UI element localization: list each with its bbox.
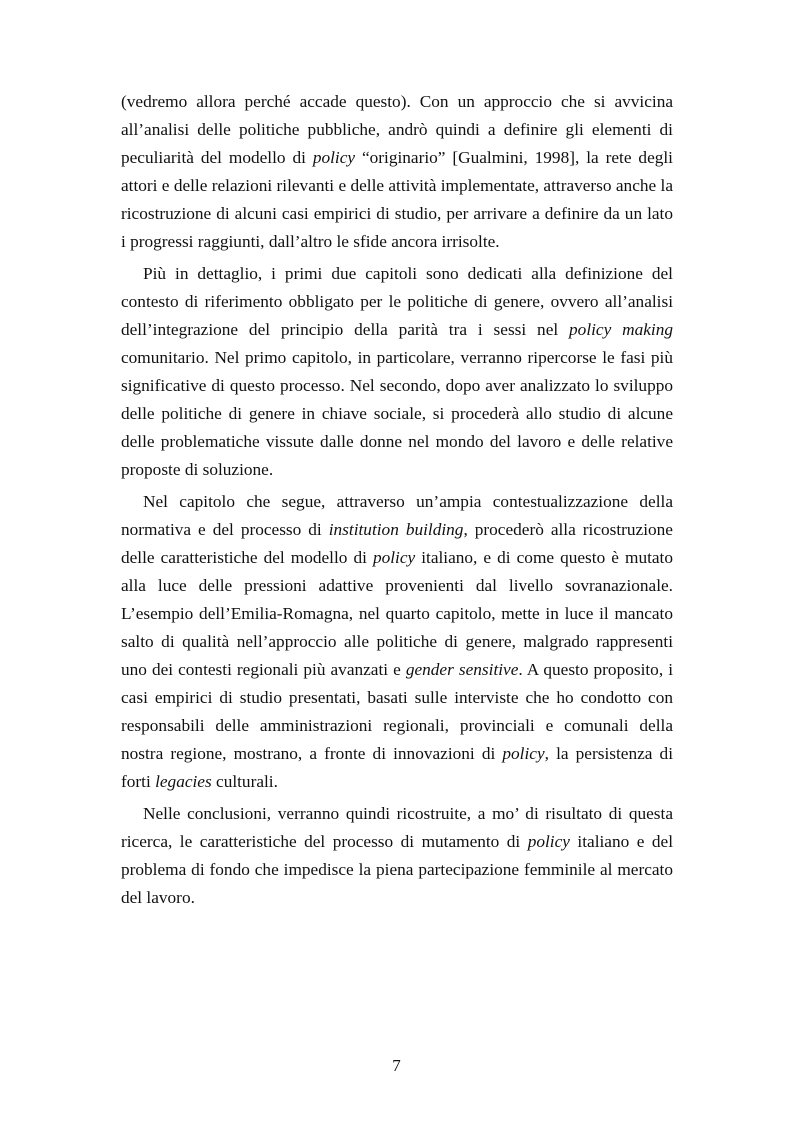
italic-term: policy xyxy=(527,832,570,851)
italic-term: legacies xyxy=(155,772,212,791)
italic-term: policy xyxy=(312,148,356,167)
page-number: 7 xyxy=(392,1056,401,1075)
paragraph-text: “originario” [Gualmini, 1998], la rete degli attori e delle relazioni rilevanti e delle attività implementate, attraverso anche la ricostruzione di alcuni casi empirici di studio, per arrivare a definire da un lato i progressi raggiunti, dall’altro le sfide ancora irrisolte. xyxy=(121,148,673,251)
body-paragraph xyxy=(121,88,673,256)
paragraph-text: italiano e del problema di fondo che impedisce la piena partecipazione femminile al mercato del lavoro. xyxy=(121,832,673,907)
paragraph-text: italiano, e di come questo è mutato alla luce delle pressioni adattive provenienti dal livello sovranazionale. L’esempio dell’Emilia-Romagna, nel quarto capitolo, mette in luce il mancato salto di qualità nell’approccio alle politiche di genere, malgrado rappresenti uno dei contesti regionali più avanzati e xyxy=(121,548,673,679)
body-paragraph xyxy=(121,800,673,912)
paragraph-text: , procederò alla ricostruzione delle caratteristiche del modello di xyxy=(121,520,673,567)
paragraph-text: . A questo proposito, i casi empirici di studio presentati, basati sulle interviste che ho condotto con responsabili delle amministrazioni regionali, provinciali e comunali della nostra regione, mostrano, a fronte di innovazioni di xyxy=(121,660,673,763)
paragraph-text: Nelle conclusioni, verranno quindi ricostruite, a mo’ di risultato di questa ricerca, le caratteristiche del processo di mutamento di xyxy=(121,804,673,851)
body-paragraph xyxy=(121,260,673,484)
italic-term: policy making xyxy=(569,320,673,339)
paragraph-text: Più in dettaglio, i primi due capitoli sono dedicati alla definizione del contesto di riferimento obbligato per le politiche di genere, ovvero all’analisi dell’integrazione del principio della parità tra i sessi nel xyxy=(121,264,673,339)
paragraph-text: (vedremo allora perché accade questo). Con un approccio che si avvicina all’analisi delle politiche pubbliche, andrò quindi a definire gli elementi di peculiarità del modello di xyxy=(121,92,673,167)
paragraph-text: , la persistenza di forti xyxy=(121,744,673,791)
body-paragraph xyxy=(121,488,673,796)
italic-term: institution building xyxy=(328,520,464,539)
italic-term: policy xyxy=(502,744,545,763)
page-body xyxy=(121,88,673,916)
paragraph-text: Nel capitolo che segue, attraverso un’ampia contestualizzazione della normativa e del processo di xyxy=(121,492,673,539)
paragraph-text: culturali. xyxy=(211,772,278,791)
paragraph-text: comunitario. Nel primo capitolo, in particolare, verranno ripercorse le fasi più significative di questo processo. Nel secondo, dopo aver analizzato lo sviluppo delle politiche di genere in chiave sociale, si procederà allo studio di alcune delle problematiche vissute dalle donne nel mondo del lavoro e delle relative proposte di soluzione. xyxy=(121,348,673,479)
italic-term: gender sensitive xyxy=(405,660,519,679)
italic-term: policy xyxy=(372,548,416,567)
